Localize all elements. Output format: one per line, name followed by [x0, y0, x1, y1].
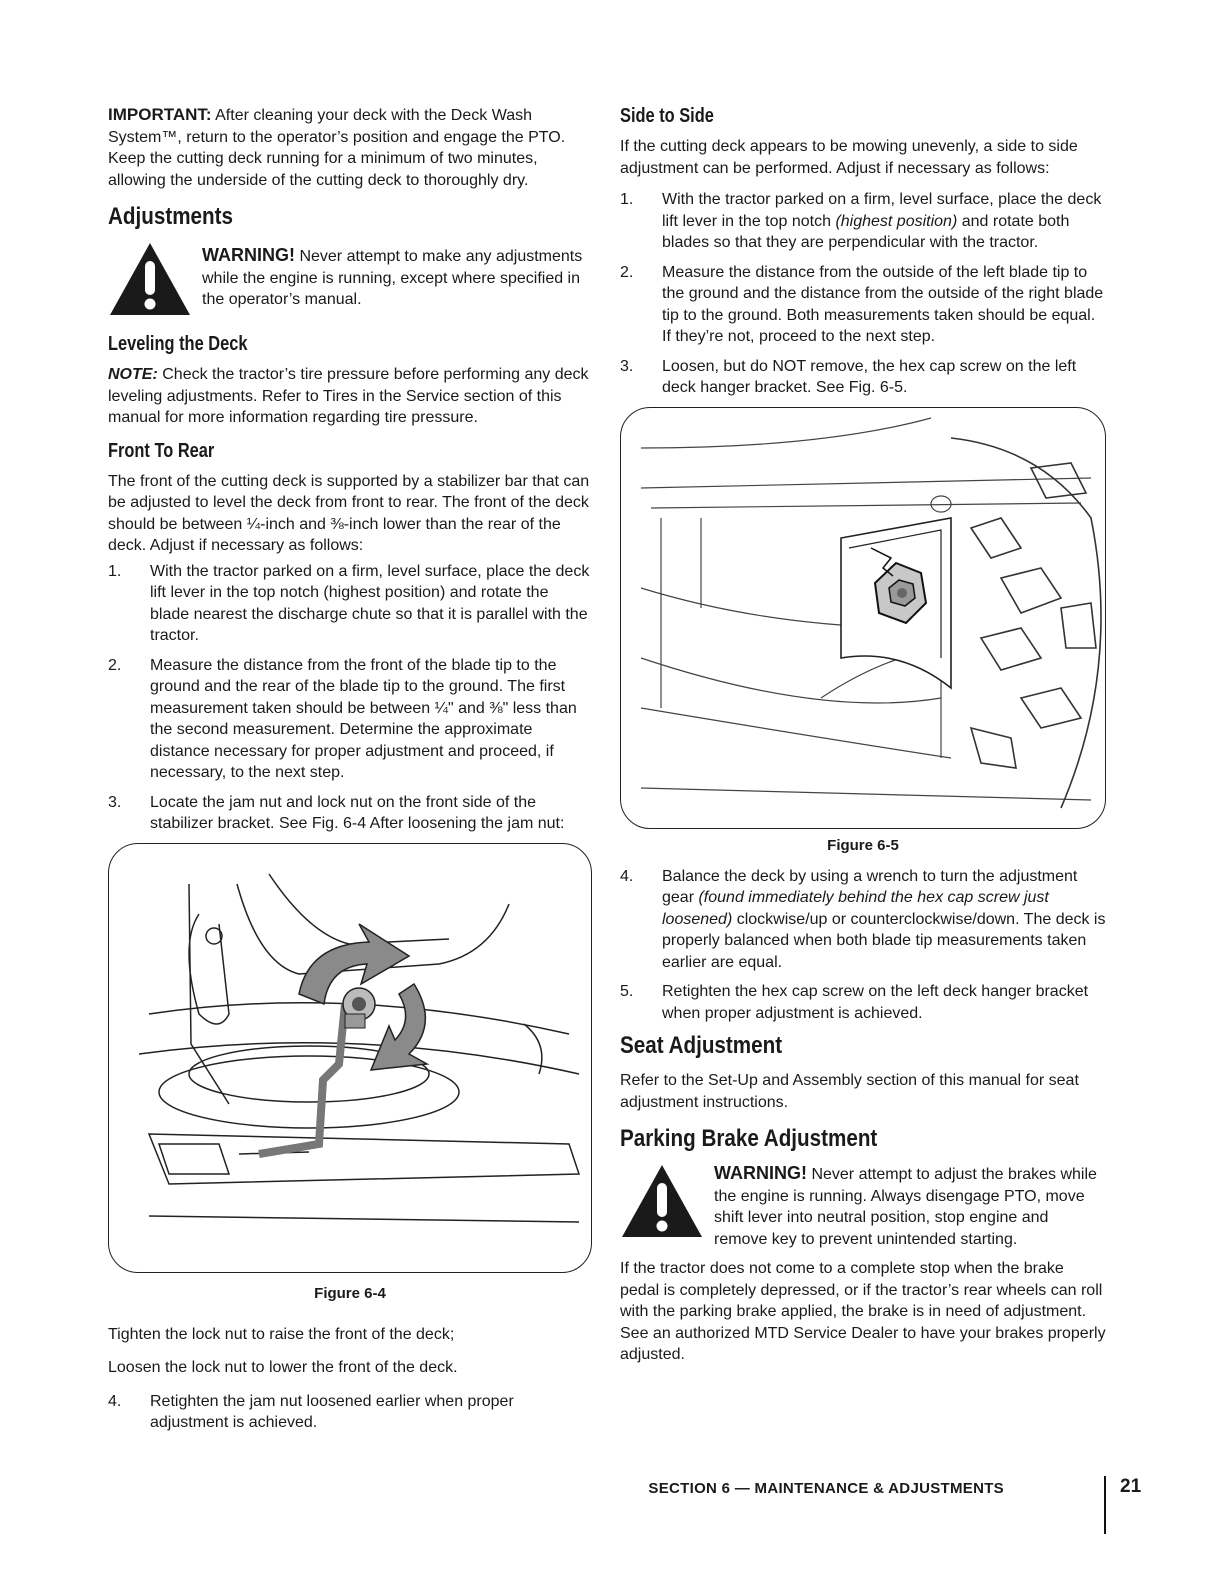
warning-triangle-icon [108, 241, 202, 322]
warning-label: WARNING! [202, 245, 295, 265]
seat-adjustment-text: Refer to the Set-Up and Assembly section of this manual for seat adjustment instructions. [620, 1072, 1079, 1111]
side-to-side-steps [620, 189, 1106, 399]
page-number: 21 [1120, 1476, 1142, 1497]
brake-warning-label: WARNING! [714, 1163, 807, 1183]
warning-triangle-icon [620, 1163, 714, 1244]
important-text: After cleaning your deck with the Deck Wash System™, return to the operator’s position and engage the PTO. Keep the cutting deck running for a minimum of two minutes, allowing the underside of the cutting deck to thoroughly dry. [108, 107, 566, 189]
list-item: 4. Balance the deck by using a wrench to turn the adjustment gear (found immediately behind the hex cap screw just loosened) clockwise/up or counterclockwise/down. The deck is properly balanced when both blade tip measurements taken earlier are equal. [620, 867, 1106, 971]
brake-warning-text: Never attempt to adjust the brakes while the engine is running. Always disengage PTO, move shift lever into neutral position, stop engine and remove key to prevent unintended starting. [714, 1166, 1097, 1248]
footer-section-label: SECTION 6 — MAINTENANCE & ADJUSTMENTS [648, 1480, 1004, 1497]
list-item: 1. With the tractor parked on a firm, level surface, place the deck lift lever in the top notch (highest position) and rotate the blade nearest the discharge chute so that it is parallel with the tractor. [108, 562, 590, 644]
front-rear-step-4 [108, 1391, 592, 1434]
parking-brake-text: If the tractor does not come to a complete stop when the brake pedal is completely depressed, or if the tractor’s rear wheels can roll with the parking brake applied, the brake is in need of adjustment. See an authorized MTD Service Dealer to have your brakes properly adjusted. [620, 1260, 1106, 1363]
list-item: 3. Locate the jam nut and lock nut on the front side of the stabilizer bracket. See Fig. 6-4 After loosening the jam nut: [108, 793, 565, 832]
list-item: 1. With the tractor parked on a firm, level surface, place the deck lift lever in the top notch (highest position) and rotate both blades so that they are perpendicular with the tractor. [620, 191, 1102, 251]
side-to-side-steps-continued [620, 866, 1106, 1025]
list-item: 4. Retighten the jam nut loosened earlier when proper adjustment is achieved. [108, 1392, 514, 1431]
side-to-side-intro: If the cutting deck appears to be mowing unevenly, a side to side adjustment can be performed. Adjust if necessary as follows: [620, 138, 1078, 177]
parking-brake-heading: Parking Brake Adjustment [620, 1125, 878, 1152]
left-column [108, 104, 592, 1442]
list-item: 2. Measure the distance from the outside of the left blade tip to the ground and the distance from the outside of the right blade tip to the ground. Both measurements taken should be equal. If they’re not, proceed to the next step. [620, 263, 1104, 345]
adjustments-heading: Adjustments [108, 203, 234, 230]
warning-text: Never attempt to make any adjustments while the engine is running, except where specified in the operator’s manual. [202, 248, 583, 308]
important-paragraph [108, 104, 592, 191]
note-paragraph [108, 364, 592, 429]
figure-6-4-image [108, 843, 592, 1273]
warning-block [108, 241, 592, 322]
figure-6-5-caption: Figure 6-5 [827, 836, 899, 854]
list-item: 2. Measure the distance from the front of the blade tip to the ground and the rear of the blade tip to the ground. The first measurement taken should be between ¼" and ⅜" less than the second measurement. Determine the approximate distance necessary for proper adjustment and proceed, if necessary, to the next step. [108, 656, 577, 781]
side-to-side-heading: Side to Side [620, 105, 714, 127]
tighten-text: Tighten the lock nut to raise the front of the deck; [108, 1325, 455, 1343]
brake-warning-block [620, 1163, 1106, 1250]
leveling-heading: Leveling the Deck [108, 333, 248, 355]
list-item: 5. Retighten the hex cap screw on the left deck hanger bracket when proper adjustment is achieved. [620, 983, 1089, 1022]
front-rear-heading: Front To Rear [108, 439, 215, 462]
note-text: Check the tractor’s tire pressure before performing any deck leveling adjustments. Refer to Tires in the Service section of this manual for more information regarding tire pressure. [108, 366, 589, 426]
list-item: 3. Loosen, but do NOT remove, the hex cap screw on the left deck hanger bracket. See Fig. 6-5. [620, 357, 1077, 396]
figure-6-5-image [620, 407, 1106, 829]
note-label: NOTE: [108, 366, 158, 383]
front-rear-steps [108, 561, 592, 835]
figure-6-4-caption: Figure 6-4 [314, 1284, 386, 1302]
important-label: IMPORTANT: [108, 105, 212, 124]
right-column [620, 104, 1106, 1370]
loosen-text: Loosen the lock nut to lower the front of the deck. [108, 1359, 458, 1376]
page-footer [648, 1476, 1142, 1536]
seat-adjustment-heading: Seat Adjustment [620, 1032, 783, 1059]
footer-divider [1104, 1476, 1106, 1534]
front-rear-intro: The front of the cutting deck is supported by a stabilizer bar that can be adjusted to level the deck from front to rear. The front of the deck should be between ¼-inch and ⅜-inch lower than the rear of the deck. Adjust if necessary as follows: [108, 472, 590, 554]
